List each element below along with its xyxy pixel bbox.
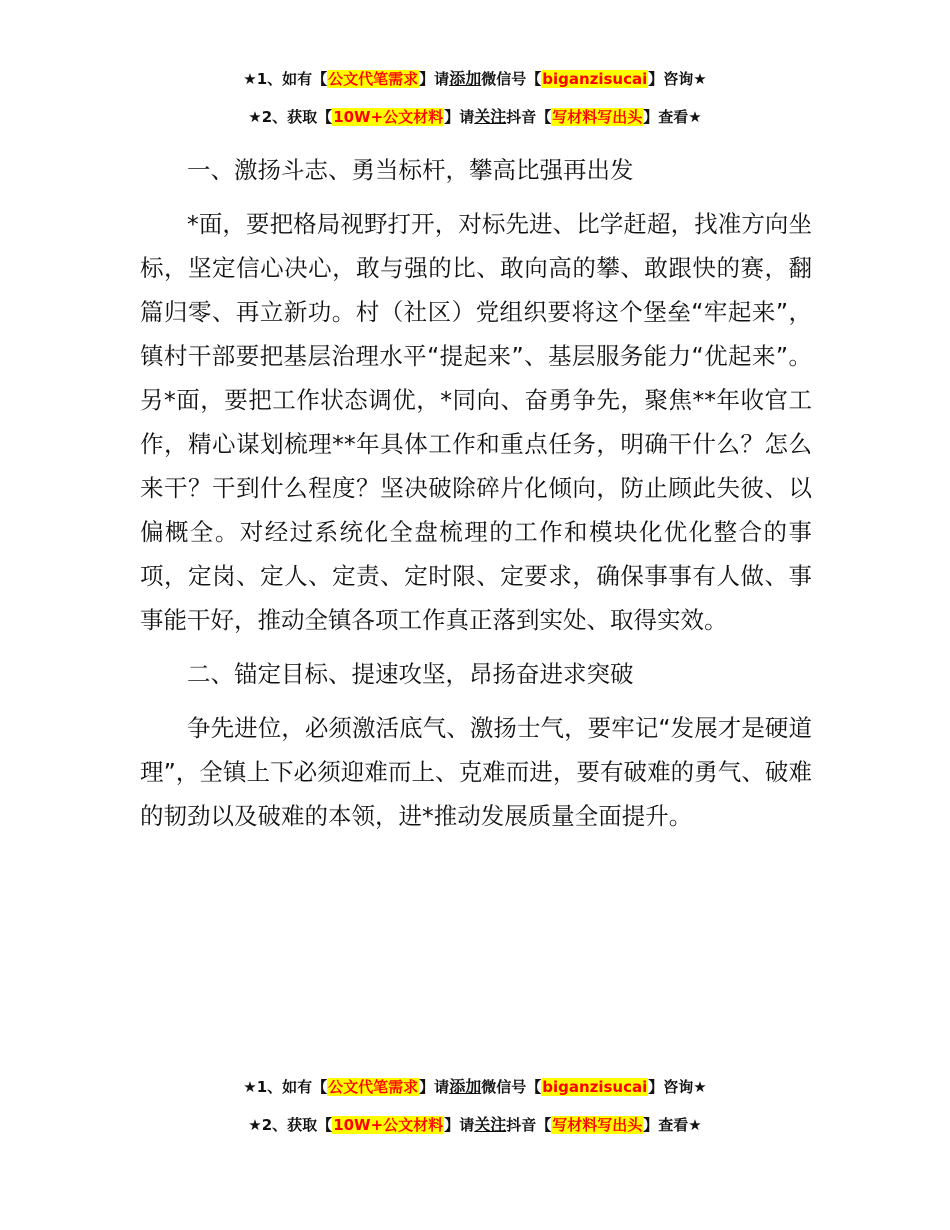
top-banner-line-2 xyxy=(0,106,950,128)
banner-suffix: 】查看★ xyxy=(643,108,702,126)
document-body xyxy=(140,148,812,848)
banner-mid: 】请 xyxy=(419,1078,450,1096)
bottom-banner-line-2 xyxy=(0,1114,950,1136)
paragraph-2: 争先进位，必须激活底气、激扬士气，要牢记“发展才是硬道理”，全镇上下必须迎难而上、克难而进，要有破难的勇气、破难的韧劲以及破难的本领，进*推动发展质量全面提升。 xyxy=(140,714,812,830)
section-heading-1: 一、激扬斗志、勇当标杆，攀高比强再出发 xyxy=(187,156,634,184)
highlight-wechat-id: biganzisucai xyxy=(542,70,648,88)
highlight-wechat-id: biganzisucai xyxy=(542,1078,648,1096)
section-heading-2: 二、锚定目标、提速攻坚，昂扬奋进求突破 xyxy=(187,660,634,688)
banner-mid: 抖音【 xyxy=(506,108,552,126)
banner-mid: 微信号【 xyxy=(481,70,542,88)
highlight-materials: 10W+公文材料 xyxy=(333,1116,444,1134)
highlight-ghostwriting: 公文代笔需求 xyxy=(328,1078,419,1096)
highlight-douyin-account: 写材料写出头 xyxy=(552,1116,643,1134)
banner-mid: 抖音【 xyxy=(506,1116,552,1134)
underlined-follow: 关注 xyxy=(474,1115,507,1134)
top-banner-line-1 xyxy=(0,68,950,90)
banner-prefix: ★2、获取【 xyxy=(248,108,333,126)
highlight-ghostwriting: 公文代笔需求 xyxy=(328,70,419,88)
banner-prefix: ★2、获取【 xyxy=(248,1116,333,1134)
highlight-douyin-account: 写材料写出头 xyxy=(552,108,643,126)
banner-prefix: ★1、如有【 xyxy=(243,1078,328,1096)
banner-mid: 】请 xyxy=(444,108,475,126)
underlined-add: 添加 xyxy=(449,1077,482,1096)
banner-suffix: 】查看★ xyxy=(643,1116,702,1134)
banner-suffix: 】咨询★ xyxy=(648,70,707,88)
highlight-materials: 10W+公文材料 xyxy=(333,108,444,126)
banner-suffix: 】咨询★ xyxy=(648,1078,707,1096)
bottom-banner-line-1 xyxy=(0,1076,950,1098)
paragraph-1: *面，要把格局视野打开，对标先进、比学赶超，找准方向坐标，坚定信心决心，敢与强的比、敢向高的攀、敢跟快的赛，翻篇归零、再立新功。村（社区）党组织要将这个堡垒“牢起来”，镇村干部要把基层治理水平“提起来”、基层服务能力“优起来”。另*面，要把工作状态调优，*同向、奋勇争先，聚焦**年收官工作，精心谋划梳理**年具体工作和重点任务，明确干什么？怎么来干？干到什么程度？坚决破除碎片化倾向，防止顾此失彼、以偏概全。对经过系统化全盘梳理的工作和模块化优化整合的事项，定岗、定人、定责、定时限、定要求，确保事事有人做、事事能干好，推动全镇各项工作真正落到实处、取得实效。 xyxy=(140,210,812,634)
underlined-follow: 关注 xyxy=(474,107,507,126)
banner-mid: 微信号【 xyxy=(481,1078,542,1096)
banner-mid: 】请 xyxy=(444,1116,475,1134)
banner-mid: 】请 xyxy=(419,70,450,88)
underlined-add: 添加 xyxy=(449,69,482,88)
banner-prefix: ★1、如有【 xyxy=(243,70,328,88)
